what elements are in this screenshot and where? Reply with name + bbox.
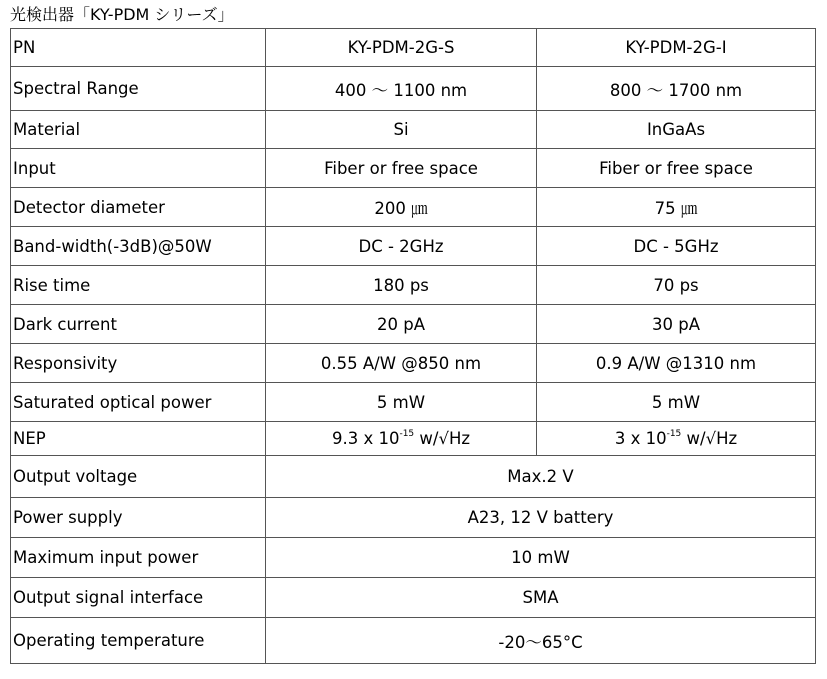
nep-exponent: -15: [399, 428, 415, 439]
table-row-detector-diameter: [11, 188, 816, 227]
table-row-operating-temperature: [11, 618, 816, 664]
table-row-bandwidth: [11, 227, 816, 266]
table-row-output-signal-interface: [11, 578, 816, 618]
row-label: Responsivity: [11, 344, 266, 383]
value-i: 75 ㎛: [537, 188, 816, 227]
value-i: InGaAs: [537, 111, 816, 149]
value-s: Fiber or free space: [266, 149, 537, 188]
nep-unit: w/√Hz: [681, 429, 738, 448]
row-label: Input: [11, 149, 266, 188]
value-shared: 10 mW: [266, 538, 816, 578]
value-i: 70 ps: [537, 266, 816, 305]
row-label: Maximum input power: [11, 538, 266, 578]
value-i: 5 mW: [537, 383, 816, 422]
value-i: [537, 422, 816, 456]
row-label: Output signal interface: [11, 578, 266, 618]
table-row-max-input-power: [11, 538, 816, 578]
value-shared: SMA: [266, 578, 816, 618]
value-s: Si: [266, 111, 537, 149]
table-row-nep: [11, 422, 816, 456]
nep-unit: w/√Hz: [414, 429, 471, 448]
value-i: 800 〜 1700 nm: [537, 67, 816, 111]
value-shared: Max.2 V: [266, 456, 816, 498]
value-i: Fiber or free space: [537, 149, 816, 188]
value-s: 20 pA: [266, 305, 537, 344]
row-label: Band-width(-3dB)@50W: [11, 227, 266, 266]
value-s: 0.55 A/W @850 nm: [266, 344, 537, 383]
value-i: DC - 5GHz: [537, 227, 816, 266]
value-s: DC - 2GHz: [266, 227, 537, 266]
model-i-header: KY-PDM-2G-I: [537, 29, 816, 67]
value-shared: A23, 12 V battery: [266, 498, 816, 538]
row-label: Dark current: [11, 305, 266, 344]
row-label: NEP: [11, 422, 266, 456]
row-label: Spectral Range: [11, 67, 266, 111]
row-label: Rise time: [11, 266, 266, 305]
row-label: Power supply: [11, 498, 266, 538]
table-row-material: [11, 111, 816, 149]
value-s: 400 〜 1100 nm: [266, 67, 537, 111]
nep-base: 9.3 x 10: [331, 429, 400, 448]
table-row-spectral-range: [11, 67, 816, 111]
value-s: 5 mW: [266, 383, 537, 422]
table-row-rise-time: [11, 266, 816, 305]
model-s-header: KY-PDM-2G-S: [266, 29, 537, 67]
row-label: Detector diameter: [11, 188, 266, 227]
table-row-power-supply: [11, 498, 816, 538]
row-label: PN: [11, 29, 266, 67]
page-title: 光検出器「KY-PDM シリーズ」: [10, 5, 234, 24]
nep-base: 3 x 10: [614, 429, 667, 448]
row-label: Material: [11, 111, 266, 149]
table-row-input: [11, 149, 816, 188]
value-i: 0.9 A/W @1310 nm: [537, 344, 816, 383]
spec-table: [10, 28, 816, 664]
table-row-output-voltage: [11, 456, 816, 498]
table-row-responsivity: [11, 344, 816, 383]
row-label: Operating temperature: [11, 618, 266, 664]
row-label: Output voltage: [11, 456, 266, 498]
table-row-pn: [11, 29, 816, 67]
value-s: 180 ps: [266, 266, 537, 305]
nep-exponent: -15: [666, 428, 682, 439]
table-row-saturated-power: [11, 383, 816, 422]
value-s: [266, 422, 537, 456]
row-label: Saturated optical power: [11, 383, 266, 422]
value-i: 30 pA: [537, 305, 816, 344]
value-s: 200 ㎛: [266, 188, 537, 227]
table-row-dark-current: [11, 305, 816, 344]
value-shared: -20〜65°C: [266, 618, 816, 664]
